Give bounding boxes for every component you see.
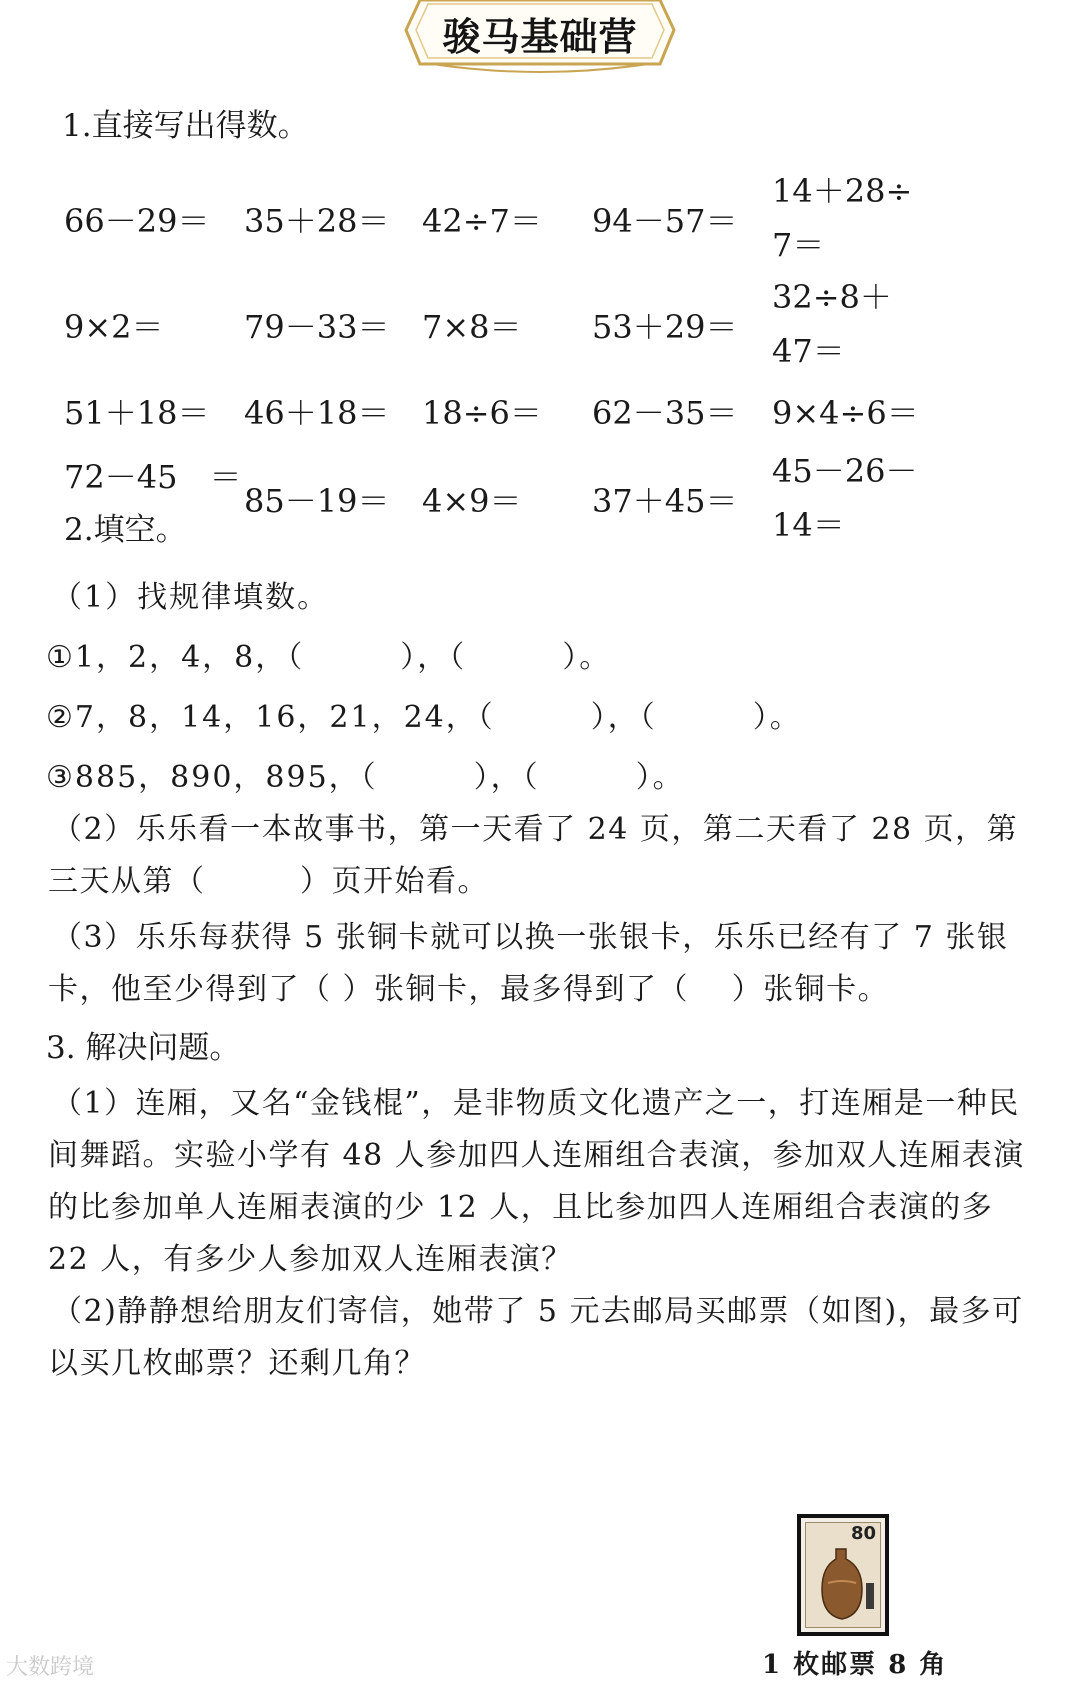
- equation: 18÷6＝: [422, 394, 542, 432]
- equation: 7＝: [772, 226, 825, 264]
- equation: 94－57＝: [592, 202, 738, 240]
- equation: 51＋18＝: [64, 394, 210, 432]
- equation: 53＋29＝: [592, 308, 738, 346]
- equation: 85－19＝: [244, 482, 390, 520]
- stamp-image: [797, 1514, 889, 1636]
- equation: 72－45 ＝: [64, 458, 242, 496]
- equation: 14＋28÷: [772, 172, 913, 210]
- equation: 37＋45＝: [592, 482, 738, 520]
- equation: 47＝: [772, 332, 845, 370]
- sequence-item: ①1，2，4，8，（ ），（ ）。: [46, 640, 612, 675]
- question-3: （3）乐乐每获得 5 张铜卡就可以换一张银卡，乐乐已经有了 7 张银卡，他至少得到了（ ）张铜卡，最多得到了（ ）张铜卡。: [48, 920, 1009, 1007]
- equation: 42÷7＝: [422, 202, 542, 240]
- equation: 45－26－: [772, 452, 918, 490]
- stamp-value: 80: [850, 1523, 876, 1544]
- equation: 62－35＝: [592, 394, 738, 432]
- watermark: 大数跨境: [6, 1655, 95, 1680]
- equation: 35＋28＝: [244, 202, 390, 240]
- stamp-caption: 1 枚邮票 8 角: [762, 1650, 948, 1680]
- equation: 9×4÷6＝: [772, 394, 919, 432]
- equation: 79－33＝: [244, 308, 390, 346]
- title-banner: [402, 0, 678, 78]
- problem-1: （1）连厢，又名“金钱棍”，是非物质文化遗产之一，打连厢是一种民间舞蹈。实验小学有 48 人参加四人连厢组合表演，参加双人连厢表演的比参加单人连厢表演的少 12 人，且比参加四人连厢组合表演的多 22 人，有多少人参加双人连厢表演？: [48, 1086, 1025, 1277]
- equation: 7×8＝: [422, 308, 522, 346]
- stamp-face: [805, 1522, 881, 1628]
- equation: 4×9＝: [422, 482, 522, 520]
- equation: 9×2＝: [64, 308, 164, 346]
- problem-2: （2)静静想给朋友们寄信，她带了 5 元去邮局买邮票（如图)，最多可以买几枚邮票？还剩几角？: [48, 1294, 1024, 1381]
- section2-heading: 2.填空。: [64, 512, 187, 548]
- equation: 46＋18＝: [244, 394, 390, 432]
- section1-heading: 1.直接写出得数。: [62, 108, 309, 144]
- banner-title: 骏马基础营: [442, 15, 638, 59]
- q1-heading: （1）找规律填数。: [52, 580, 330, 615]
- equation: 14＝: [772, 506, 845, 544]
- section3-heading: 3. 解决问题。: [46, 1030, 241, 1066]
- sequence-item: ③885，890，895，（ ），（ ）。: [46, 760, 685, 795]
- sequence-item: ②7，8，14，16，21，24，（ ），（ ）。: [46, 700, 802, 735]
- question-2: （2）乐乐看一本故事书，第一天看了 24 页，第二天看了 28 页，第三天从第（ ）页开始看。: [48, 812, 1019, 899]
- equation: 32÷8＋: [772, 278, 892, 316]
- equation: 66－29＝: [64, 202, 210, 240]
